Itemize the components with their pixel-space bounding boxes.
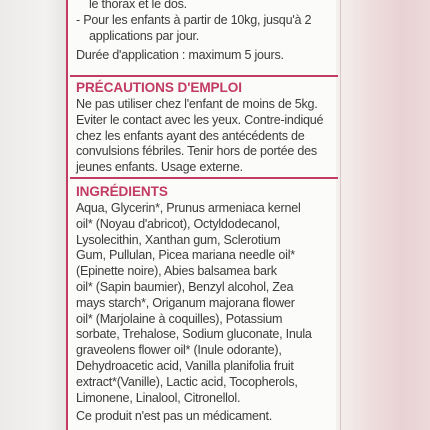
- precautions-line: jeunes enfants. Usage externe.: [76, 160, 243, 175]
- not-a-medicine-note: Ce produit n'est pas un médicament.: [76, 409, 272, 424]
- precautions-line: convulsions fébriles. Tenir hors de portée des: [76, 144, 317, 159]
- box-fold-line: [340, 0, 341, 430]
- section-divider: [70, 75, 338, 77]
- precautions-line: chez les enfants ayant des antécédents de: [76, 128, 305, 143]
- section-divider: [70, 177, 338, 179]
- ingredients-line: Lysolecithin, Xanthan gum, Sclerotium: [76, 232, 281, 247]
- ingredients-title: INGRÉDIENTS: [76, 184, 168, 199]
- precautions-text: [76, 97, 334, 176]
- ingredients-line: extract*(Vanille), Lactic acid, Tocopherols,: [76, 374, 298, 389]
- box-right-edge: [338, 0, 430, 430]
- usage-line: le thorax et le dos.: [89, 0, 187, 11]
- usage-line: - Pour les enfants à partir de 10kg, jusqu'à 2: [76, 12, 312, 27]
- ingredients-line: oil* (Marjolaine à coquilles), Potassium: [76, 311, 283, 326]
- ingredients-line: oil* (Sapin baumier), Benzyl alcohol, Zea: [76, 279, 294, 294]
- ingredients-line: mays starch*, Origanum majorana flower: [76, 295, 295, 310]
- usage-line: Durée d'application : maximum 5 jours.: [76, 48, 284, 63]
- ingredients-line: Gum, Pullulan, Picea mariana needle oil*: [76, 248, 295, 263]
- ingredients-line: Dehydroacetic acid, Vanilla planifolia fruit: [76, 358, 294, 373]
- ingredients-line: Limonene, Linalool, Citronellol.: [76, 390, 241, 405]
- usage-section: [76, 0, 334, 64]
- ingredients-line: sorbate, Trehalose, Sodium gluconate, Inula: [76, 327, 312, 342]
- ingredients-line: (Epinette noire), Abies balsamea bark: [76, 264, 277, 279]
- box-left-edge: [0, 0, 66, 430]
- ingredients-line: graveolens flower oil* (Inule odorante),: [76, 343, 282, 358]
- precautions-line: Eviter le contact avec les yeux. Contre-indiqué: [76, 112, 324, 127]
- ingredients-line: oil* (Noyau d'abricot), Octyldodecanol,: [76, 216, 281, 231]
- ingredients-text: [76, 201, 334, 425]
- accent-vertical-rule: [66, 0, 68, 430]
- precautions-title: PRÉCAUTIONS D'EMPLOI: [76, 80, 242, 95]
- ingredients-line: Aqua, Glycerin*, Prunus armeniaca kernel: [76, 201, 301, 215]
- precautions-line: Ne pas utiliser chez l'enfant de moins de 5kg.: [76, 97, 318, 111]
- usage-line: applications par jour.: [89, 28, 200, 43]
